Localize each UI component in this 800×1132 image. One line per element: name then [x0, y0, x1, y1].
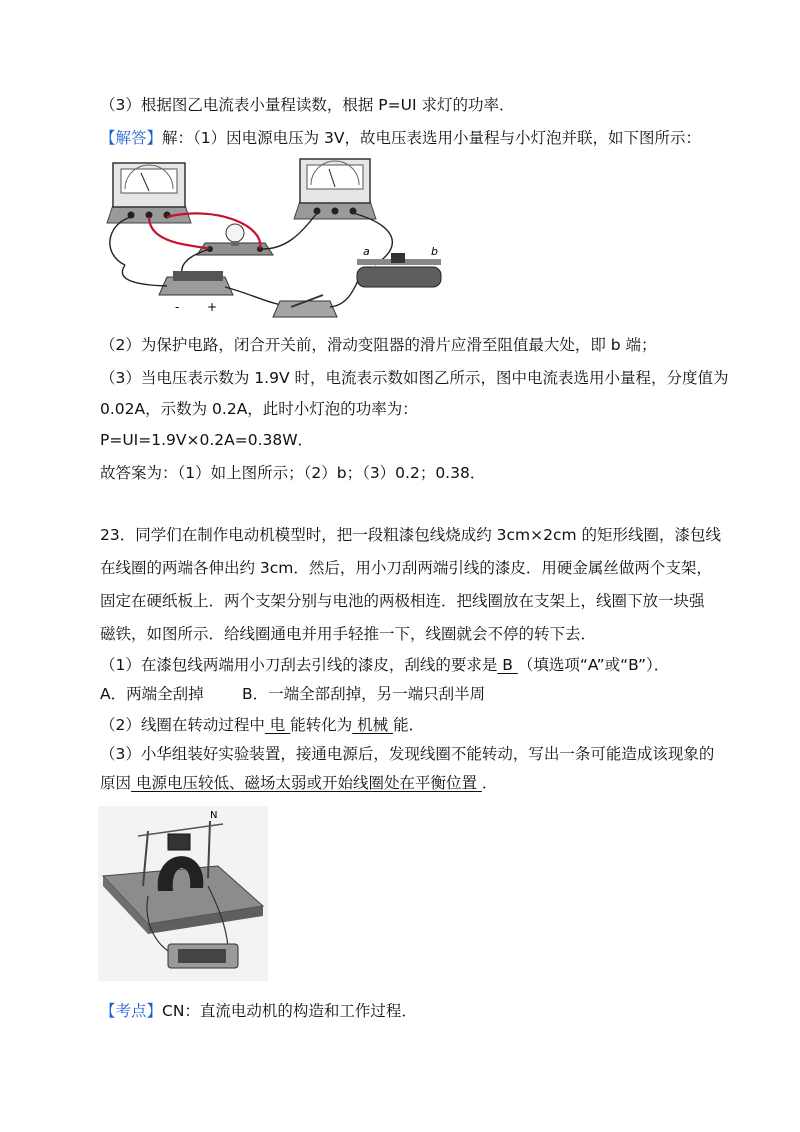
motor-model-figure — [98, 806, 268, 981]
sub2-answer2: 机械 — [352, 716, 394, 734]
q23-sub3a: （3）小华组装好实验装置，接通电源后，发现线圈不能转动，写出一条可能造成该现象的 — [100, 745, 715, 763]
rheostat-label-a: a — [363, 245, 370, 258]
q23-line1: 23．同学们在制作电动机模型时，把一段粗漆包线烧成约 3cm×2cm 的矩形线圈，漆包线 — [100, 526, 722, 544]
sub3-answer: 电源电压较低、磁场太弱或开始线圈处在平衡位置 — [131, 774, 482, 792]
option-a: A．两端全刮掉 — [100, 685, 204, 703]
circuit-diagram — [95, 155, 455, 325]
sub2-answer1: 电 — [264, 716, 291, 734]
sub1-answer: B — [497, 656, 518, 674]
answer-tag: 【解答】 — [100, 129, 163, 147]
battery-minus-label: - — [175, 300, 180, 314]
q23-line3: 固定在硬纸板上．两个支架分别与电池的两极相连．把线圈放在支架上，线圈下放一块强 — [100, 592, 705, 610]
kaodian: 【考点】CN：直流电动机的构造和工作过程． — [100, 1002, 417, 1020]
answer-intro: 【解答】解：（1）因电源电压为 3V，故电压表选用小量程与小灯泡并联，如下图所示： — [100, 129, 702, 147]
answer-final: 故答案为：（1）如上图所示；（2）b；（3）0.2；0.38． — [100, 464, 486, 482]
q23-line2: 在线圈的两端各伸出约 3cm．然后，用小刀刮两端引线的漆皮．用硬金属丝做两个支架， — [100, 559, 712, 577]
q23-sub2: （2）线圈在转动过程中 电 能转化为 机械 能． — [100, 716, 425, 734]
option-b: B．一端全部刮掉，另一端只刮半周 — [242, 685, 486, 703]
kaodian-tag: 【考点】 — [100, 1002, 163, 1020]
battery-plus-label: + — [207, 300, 218, 314]
bulb — [197, 224, 273, 255]
ammeter — [294, 159, 376, 219]
q23-sub1: （1）在漆包线两端用小刀刮去引线的漆皮，刮线的要求是 B （填选项“A”或“B”）． — [100, 656, 670, 674]
rheostat — [357, 245, 441, 287]
part3-hint: （3）根据图乙电流表小量程读数，根据 P=UI 求灯的功率． — [100, 96, 515, 114]
q23-line4: 磁铁，如图所示．给线圈通电并用手轻推一下，线圈就会不停的转下去． — [100, 625, 597, 643]
rheostat-label-b: b — [431, 245, 438, 258]
switch — [273, 295, 337, 317]
q23-options — [100, 683, 486, 705]
answer-step2: （2）为保护电路，闭合开关前，滑动变阻器的滑片应滑至阻值最大处，即 b 端； — [100, 336, 657, 354]
answer-formula: P=UI=1.9V×0.2A=0.38W． — [100, 431, 314, 449]
answer-step3a: （3）当电压表示数为 1.9V 时，电流表示数如图乙所示，图中电流表选用小量程，分度值为 — [100, 369, 729, 387]
answer-step3b: 0.02A，示数为 0.2A，此时小灯泡的功率为： — [100, 400, 418, 418]
motor-label-n: N — [210, 810, 218, 821]
q23-sub3b: 原因 电源电压较低、磁场太弱或开始线圈处在平衡位置 ． — [100, 774, 498, 792]
battery — [159, 271, 233, 314]
